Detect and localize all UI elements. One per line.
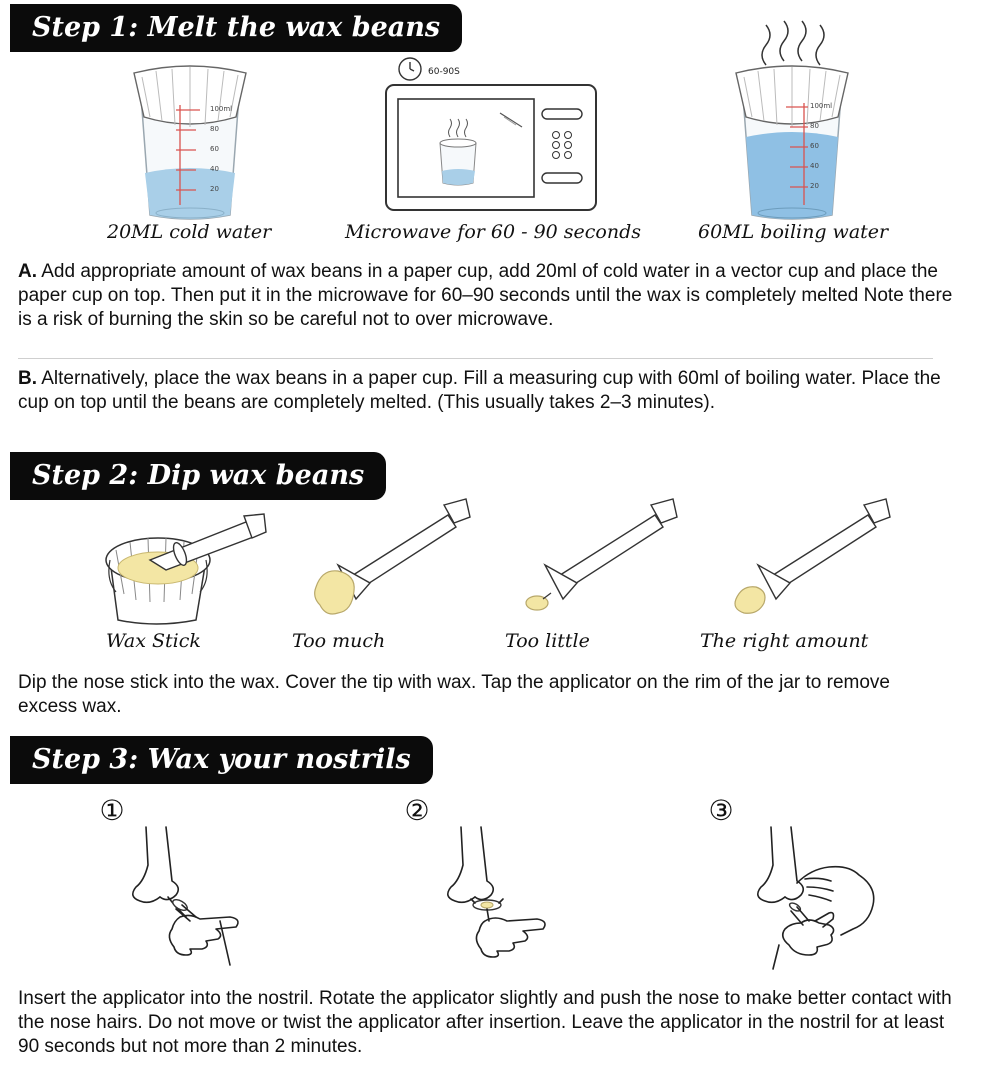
insert-applicator-illustration-2 <box>435 825 585 970</box>
step1-banner <box>10 4 462 52</box>
hot-cup-mark-100: 100ml <box>810 102 833 110</box>
microwave-illustration <box>380 55 600 215</box>
step1-paragraph-b <box>18 367 953 415</box>
step3-number-2: ② <box>404 794 430 827</box>
boiling-water-fill <box>746 132 838 219</box>
wax-pot-illustration <box>96 510 271 630</box>
cold-cup-mark-40: 40 <box>210 165 219 173</box>
stick-right-amount-illustration <box>728 495 898 620</box>
caption-cold-water: 20ML cold water <box>107 221 272 243</box>
hot-cup-mark-20: 20 <box>810 182 819 190</box>
hot-cup-mark-60: 60 <box>810 142 819 150</box>
cold-cup-mark-20: 20 <box>210 185 219 193</box>
caption-wax-stick: Wax Stick <box>106 630 201 652</box>
caption-too-much: Too much <box>292 630 386 652</box>
step1-title: Step 1: Melt the wax beans <box>32 12 441 43</box>
para-a-label: A. <box>18 261 37 282</box>
stick-too-little-illustration <box>515 495 685 620</box>
stick-too-much-illustration <box>308 495 478 620</box>
push-nose-illustration-3 <box>745 825 895 970</box>
para-b-text: Alternatively, place the wax beans in a paper cup. Fill a measuring cup with 60ml of boiling water. Place the cup on top until the beans are completely melted. (This usually takes 2–3 minutes). <box>18 368 941 413</box>
cold-water-cup-illustration <box>120 55 260 225</box>
step3-number-1: ① <box>99 794 125 827</box>
hot-cup-mark-40: 40 <box>810 162 819 170</box>
step3-paragraph: Insert the applicator into the nostril. Rotate the applicator slightly and push the nose to make better contact with the nose hairs. Do not move or twist the applicator after insertion. Leave the applicator in the nostril for at least 90 seconds but not more than 2 minutes. <box>18 988 952 1057</box>
step2-title: Step 2: Dip wax beans <box>32 460 365 491</box>
step1-paragraph-a <box>18 260 953 332</box>
timer-label: 60-90S <box>428 67 460 77</box>
cold-cup-mark-100: 100ml <box>210 105 233 113</box>
caption-too-little: Too little <box>505 630 590 652</box>
step2-banner <box>10 452 386 500</box>
hot-cup-mark-80: 80 <box>810 122 819 130</box>
caption-right-amount: The right amount <box>700 630 869 652</box>
step3-banner <box>10 736 433 784</box>
para-a-text: Add appropriate amount of wax beans in a paper cup, add 20ml of cold water in a vector cup and place the paper cup on top. Then put it in the microwave for 60–90 seconds until the wax is completely melted Note there is a risk of burning the skin so be careful not to over microwave. <box>18 261 953 330</box>
divider <box>18 358 933 359</box>
cold-cup-mark-60: 60 <box>210 145 219 153</box>
boiling-water-cup-illustration <box>722 15 862 225</box>
step3-title: Step 3: Wax your nostrils <box>32 744 411 775</box>
insert-applicator-illustration-1 <box>120 825 270 970</box>
step2-paragraph: Dip the nose stick into the wax. Cover the tip with wax. Tap the applicator on the rim of the jar to remove excess wax. <box>18 672 890 717</box>
para-b-label: B. <box>18 368 37 389</box>
caption-microwave: Microwave for 60 - 90 seconds <box>345 221 642 243</box>
caption-boiling-water: 60ML boiling water <box>698 221 889 243</box>
step3-number-3: ③ <box>708 794 734 827</box>
cold-cup-mark-80: 80 <box>210 125 219 133</box>
